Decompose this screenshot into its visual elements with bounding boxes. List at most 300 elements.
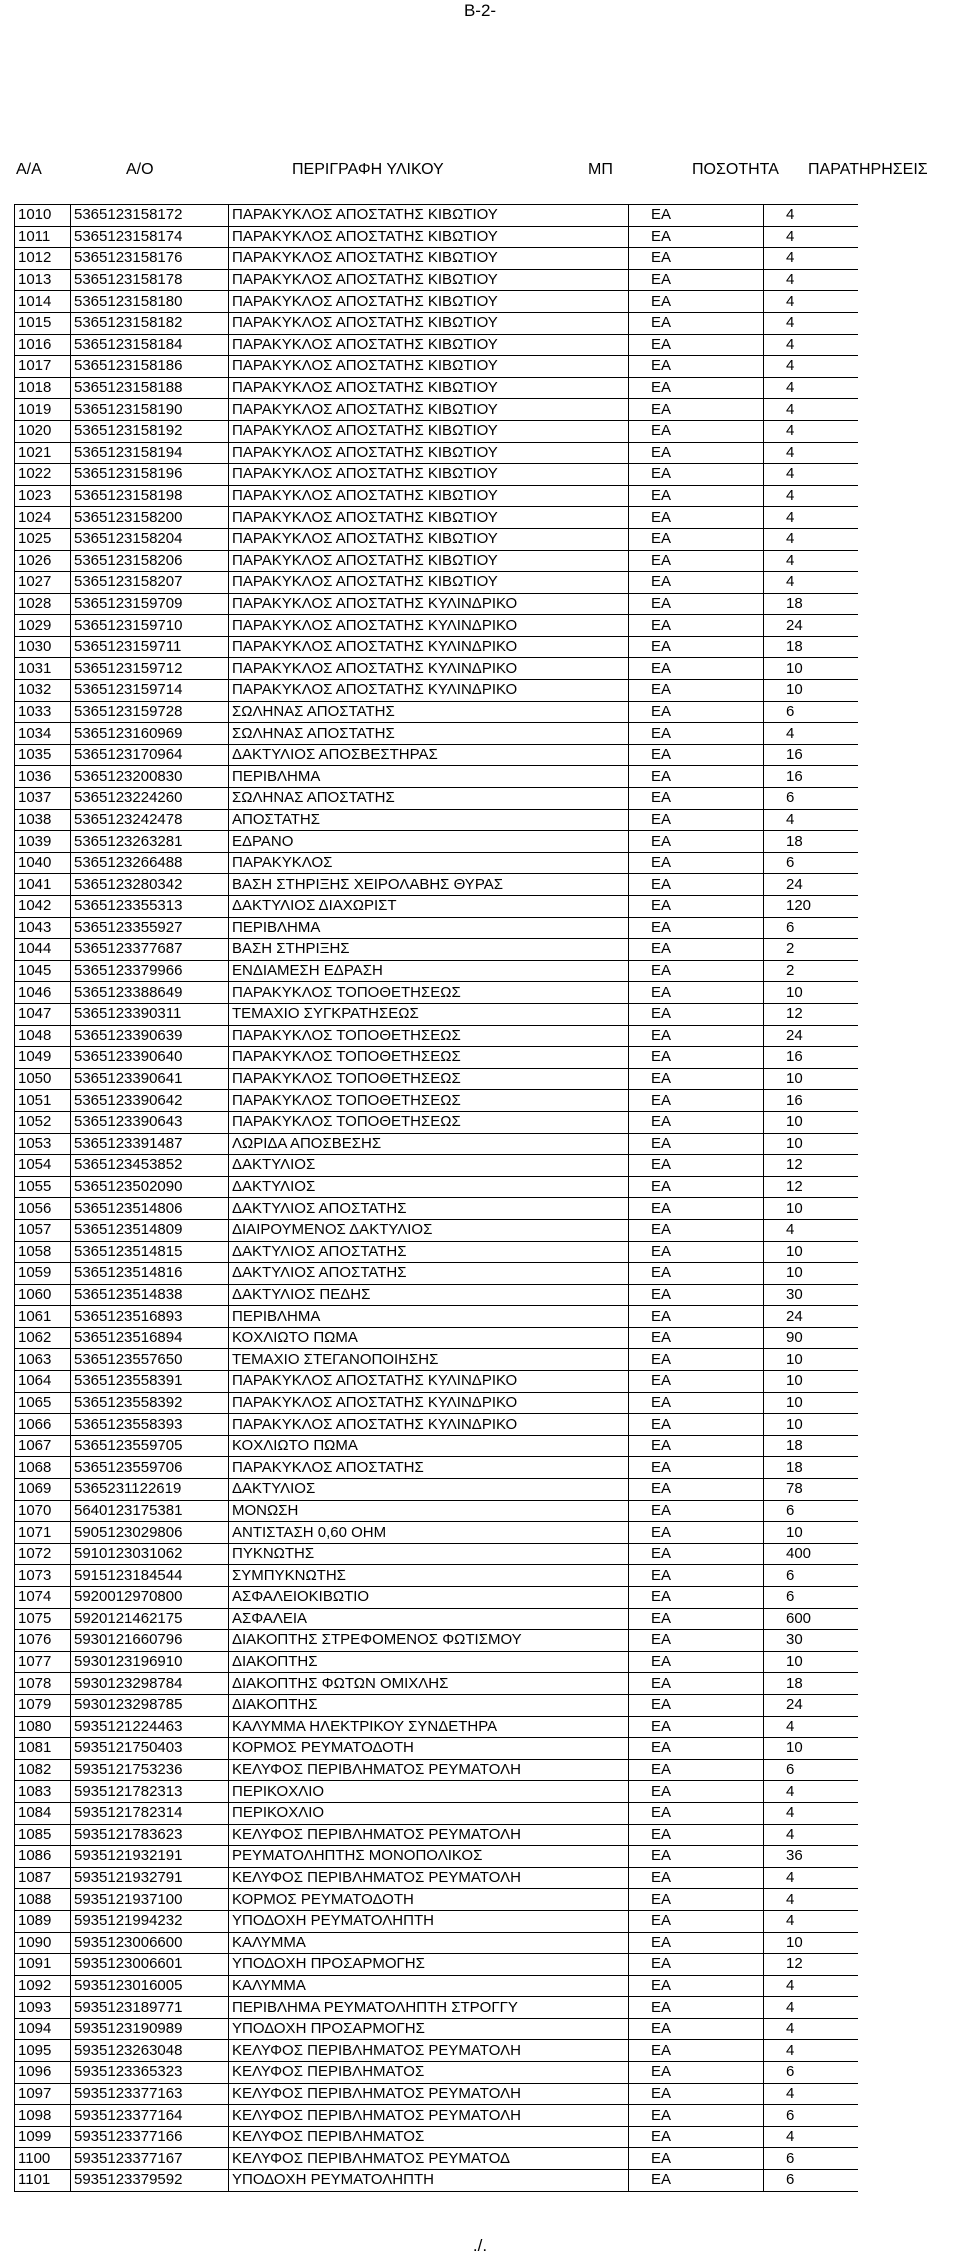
cell-quantity: 4	[764, 2126, 858, 2148]
cell-description: ΥΠΟΔΟΧΗ ΡΕΥΜΑΤΟΛΗΠΤΗ	[229, 2170, 629, 2192]
cell-quantity: 4	[764, 291, 858, 313]
header-mp: ΜΠ	[588, 161, 613, 178]
cell-quantity: 10	[764, 1651, 858, 1673]
cell-description: ΠΑΡΑΚΥΚΛΟΣ ΑΠΟΣΤΑΤΗΣ ΚΙΒΩΤΙΟΥ	[229, 291, 629, 313]
cell-mp: ΕΑ	[629, 1392, 764, 1414]
cell-quantity: 4	[764, 334, 858, 356]
table-row	[15, 1047, 858, 1069]
cell-ao: 5935121937100	[71, 1889, 229, 1911]
cell-quantity: 6	[764, 1759, 858, 1781]
cell-aa: 1097	[15, 2083, 71, 2105]
table-row	[15, 1759, 858, 1781]
cell-mp: ΕΑ	[629, 831, 764, 853]
cell-aa: 1018	[15, 377, 71, 399]
cell-aa: 1037	[15, 788, 71, 810]
cell-mp: ΕΑ	[629, 1435, 764, 1457]
cell-ao: 5935121750403	[71, 1738, 229, 1760]
cell-quantity: 16	[764, 744, 858, 766]
table-row	[15, 809, 858, 831]
cell-quantity: 4	[764, 1219, 858, 1241]
cell-ao: 5365123514806	[71, 1198, 229, 1220]
cell-description: ΚΕΛΥΦΟΣ ΠΕΡΙΒΛΗΜΑΤΟΣ ΡΕΥΜΑΤΟΛΗ	[229, 2083, 629, 2105]
cell-ao: 5365123558391	[71, 1371, 229, 1393]
cell-mp: ΕΑ	[629, 1651, 764, 1673]
table-row	[15, 1587, 858, 1609]
table-row	[15, 1651, 858, 1673]
cell-quantity: 18	[764, 1435, 858, 1457]
cell-description: ΠΑΡΑΚΥΚΛΟΣ ΑΠΟΣΤΑΤΗΣ ΚΙΒΩΤΙΟΥ	[229, 269, 629, 291]
cell-description: ΚΟΧΛΙΩΤΟ ΠΩΜΑ	[229, 1327, 629, 1349]
cell-aa: 1058	[15, 1241, 71, 1263]
cell-ao: 5935121783623	[71, 1824, 229, 1846]
cell-aa: 1060	[15, 1284, 71, 1306]
cell-ao: 5365123390311	[71, 1003, 229, 1025]
cell-ao: 5365123159712	[71, 658, 229, 680]
cell-quantity: 24	[764, 874, 858, 896]
table-row	[15, 1414, 858, 1436]
table-row	[15, 356, 858, 378]
cell-aa: 1013	[15, 269, 71, 291]
cell-aa: 1044	[15, 939, 71, 961]
cell-mp: ΕΑ	[629, 269, 764, 291]
cell-mp: ΕΑ	[629, 377, 764, 399]
cell-mp: ΕΑ	[629, 1954, 764, 1976]
cell-aa: 1041	[15, 874, 71, 896]
cell-aa: 1059	[15, 1263, 71, 1285]
cell-quantity: 4	[764, 2083, 858, 2105]
cell-quantity: 18	[764, 593, 858, 615]
cell-description: ΠΕΡΙΒΛΗΜΑ	[229, 917, 629, 939]
cell-ao: 5365123158192	[71, 420, 229, 442]
table-row	[15, 269, 858, 291]
cell-aa: 1029	[15, 615, 71, 637]
cell-aa: 1082	[15, 1759, 71, 1781]
cell-ao: 5365123159710	[71, 615, 229, 637]
cell-aa: 1069	[15, 1479, 71, 1501]
cell-ao: 5365123559706	[71, 1457, 229, 1479]
cell-mp: ΕΑ	[629, 334, 764, 356]
cell-aa: 1079	[15, 1694, 71, 1716]
cell-mp: ΕΑ	[629, 1781, 764, 1803]
table-row	[15, 334, 858, 356]
cell-aa: 1020	[15, 420, 71, 442]
table-row	[15, 593, 858, 615]
cell-mp: ΕΑ	[629, 788, 764, 810]
cell-quantity: 4	[764, 420, 858, 442]
cell-aa: 1049	[15, 1047, 71, 1069]
cell-quantity: 4	[764, 485, 858, 507]
cell-mp: ΕΑ	[629, 2148, 764, 2170]
cell-description: ΤΕΜΑΧΙΟ ΣΥΓΚΡΑΤΗΣΕΩΣ	[229, 1003, 629, 1025]
cell-description: ΤΕΜΑΧΙΟ ΣΤΕΓΑΝΟΠΟΙΗΣΗΣ	[229, 1349, 629, 1371]
cell-ao: 5365123158184	[71, 334, 229, 356]
cell-description: ΠΑΡΑΚΥΚΛΟΣ ΑΠΟΣΤΑΤΗΣ ΚΙΒΩΤΙΟΥ	[229, 399, 629, 421]
cell-description: ΚΕΛΥΦΟΣ ΠΕΡΙΒΛΗΜΑΤΟΣ ΡΕΥΜΑΤΟΛΗ	[229, 1759, 629, 1781]
table-row	[15, 528, 858, 550]
cell-description: ΔΑΚΤΥΛΙΟΣ ΑΠΟΣΤΑΤΗΣ	[229, 1241, 629, 1263]
cell-description: ΔΙΑΚΟΠΤΗΣ	[229, 1694, 629, 1716]
cell-quantity: 6	[764, 2148, 858, 2170]
cell-aa: 1053	[15, 1133, 71, 1155]
table-row	[15, 485, 858, 507]
cell-aa: 1076	[15, 1630, 71, 1652]
cell-aa: 1040	[15, 852, 71, 874]
cell-quantity: 6	[764, 1565, 858, 1587]
table-row	[15, 1435, 858, 1457]
table-row	[15, 1630, 858, 1652]
cell-ao: 5365123170964	[71, 744, 229, 766]
cell-aa: 1075	[15, 1608, 71, 1630]
cell-aa: 1010	[15, 205, 71, 227]
cell-aa: 1098	[15, 2105, 71, 2127]
cell-description: ΜΟΝΩΣΗ	[229, 1500, 629, 1522]
cell-aa: 1012	[15, 248, 71, 270]
cell-aa: 1095	[15, 2040, 71, 2062]
table-row	[15, 312, 858, 334]
cell-mp: ΕΑ	[629, 701, 764, 723]
cell-quantity: 6	[764, 2170, 858, 2192]
cell-aa: 1016	[15, 334, 71, 356]
table-row	[15, 1003, 858, 1025]
cell-description: ΣΥΜΠΥΚΝΩΤΗΣ	[229, 1565, 629, 1587]
cell-description: ΠΑΡΑΚΥΚΛΟΣ ΑΠΟΣΤΑΤΗΣ ΚΙΒΩΤΙΟΥ	[229, 464, 629, 486]
cell-quantity: 10	[764, 1349, 858, 1371]
cell-description: ΚΕΛΥΦΟΣ ΠΕΡΙΒΛΗΜΑΤΟΣ ΡΕΥΜΑΤΟΛΗ	[229, 1824, 629, 1846]
cell-mp: ΕΑ	[629, 1802, 764, 1824]
cell-description: ΠΑΡΑΚΥΚΛΟΣ ΤΟΠΟΘΕΤΗΣΕΩΣ	[229, 982, 629, 1004]
table-row	[15, 680, 858, 702]
table-row	[15, 896, 858, 918]
table-row	[15, 1327, 858, 1349]
cell-quantity: 4	[764, 226, 858, 248]
cell-ao: 5365123159728	[71, 701, 229, 723]
cell-description: ΠΑΡΑΚΥΚΛΟΣ ΤΟΠΟΘΕΤΗΣΕΩΣ	[229, 1068, 629, 1090]
cell-mp: ΕΑ	[629, 1522, 764, 1544]
table-row	[15, 1219, 858, 1241]
cell-ao: 5935123379592	[71, 2170, 229, 2192]
cell-description: ΠΑΡΑΚΥΚΛΟΣ ΑΠΟΣΤΑΤΗΣ ΚΥΛΙΝΔΡΙΚΟ	[229, 615, 629, 637]
cell-mp: ΕΑ	[629, 593, 764, 615]
cell-ao: 5920121462175	[71, 1608, 229, 1630]
cell-quantity: 12	[764, 1155, 858, 1177]
cell-ao: 5920012970800	[71, 1587, 229, 1609]
cell-ao: 5935121932791	[71, 1867, 229, 1889]
cell-mp: ΕΑ	[629, 1759, 764, 1781]
cell-description: ΠΕΡΙΚΟΧΛΙΟ	[229, 1802, 629, 1824]
table-row	[15, 2062, 858, 2084]
cell-mp: ΕΑ	[629, 205, 764, 227]
cell-ao: 5935123006600	[71, 1932, 229, 1954]
cell-description: ΠΑΡΑΚΥΚΛΟΣ ΤΟΠΟΘΕΤΗΣΕΩΣ	[229, 1111, 629, 1133]
cell-quantity: 4	[764, 1716, 858, 1738]
cell-ao: 5365123159714	[71, 680, 229, 702]
cell-quantity: 6	[764, 2062, 858, 2084]
cell-ao: 5365123390639	[71, 1025, 229, 1047]
cell-ao: 5365123559705	[71, 1435, 229, 1457]
cell-quantity: 6	[764, 852, 858, 874]
cell-mp: ΕΑ	[629, 356, 764, 378]
cell-mp: ΕΑ	[629, 1133, 764, 1155]
cell-quantity: 18	[764, 831, 858, 853]
cell-aa: 1070	[15, 1500, 71, 1522]
cell-ao: 5365123158196	[71, 464, 229, 486]
cell-mp: ΕΑ	[629, 485, 764, 507]
table-row	[15, 1176, 858, 1198]
cell-quantity: 4	[764, 248, 858, 270]
cell-aa: 1022	[15, 464, 71, 486]
cell-aa: 1050	[15, 1068, 71, 1090]
cell-ao: 5935121224463	[71, 1716, 229, 1738]
cell-quantity: 4	[764, 1889, 858, 1911]
cell-aa: 1088	[15, 1889, 71, 1911]
cell-mp: ΕΑ	[629, 1219, 764, 1241]
table-row	[15, 550, 858, 572]
cell-description: ΠΑΡΑΚΥΚΛΟΣ ΑΠΟΣΤΑΤΗΣ ΚΥΛΙΝΔΡΙΚΟ	[229, 636, 629, 658]
cell-description: ΠΑΡΑΚΥΚΛΟΣ ΑΠΟΣΤΑΤΗΣ ΚΙΒΩΤΙΟΥ	[229, 334, 629, 356]
cell-mp: ΕΑ	[629, 2126, 764, 2148]
cell-mp: ΕΑ	[629, 1910, 764, 1932]
table-row	[15, 572, 858, 594]
cell-description: ΠΑΡΑΚΥΚΛΟΣ ΑΠΟΣΤΑΤΗΣ ΚΥΛΙΝΔΡΙΚΟ	[229, 593, 629, 615]
cell-description: ΑΣΦΑΛΕΙΟΚΙΒΩΤΙΟ	[229, 1587, 629, 1609]
cell-description: ΥΠΟΔΟΧΗ ΠΡΟΣΑΡΜΟΓΗΣ	[229, 2018, 629, 2040]
table-row	[15, 744, 858, 766]
cell-aa: 1101	[15, 2170, 71, 2192]
cell-ao: 5365123355927	[71, 917, 229, 939]
cell-mp: ΕΑ	[629, 1068, 764, 1090]
cell-mp: ΕΑ	[629, 766, 764, 788]
cell-mp: ΕΑ	[629, 1824, 764, 1846]
cell-mp: ΕΑ	[629, 960, 764, 982]
cell-quantity: 6	[764, 788, 858, 810]
cell-quantity: 4	[764, 2018, 858, 2040]
cell-mp: ΕΑ	[629, 1846, 764, 1868]
cell-aa: 1092	[15, 1975, 71, 1997]
cell-mp: ΕΑ	[629, 572, 764, 594]
cell-aa: 1057	[15, 1219, 71, 1241]
cell-ao: 5935123377167	[71, 2148, 229, 2170]
cell-description: ΡΕΥΜΑΤΟΛΗΠΤΗΣ ΜΟΝΟΠΟΛΙΚΟΣ	[229, 1846, 629, 1868]
cell-quantity: 6	[764, 1587, 858, 1609]
cell-description: ΔΙΑΚΟΠΤΗΣ	[229, 1651, 629, 1673]
cell-ao: 5935123190989	[71, 2018, 229, 2040]
table-row	[15, 1738, 858, 1760]
cell-quantity: 4	[764, 1910, 858, 1932]
table-row	[15, 723, 858, 745]
cell-ao: 5935121782314	[71, 1802, 229, 1824]
cell-ao: 5365123516893	[71, 1306, 229, 1328]
cell-ao: 5365123388649	[71, 982, 229, 1004]
cell-description: ΔΑΚΤΥΛΙΟΣ ΑΠΟΣΤΑΤΗΣ	[229, 1263, 629, 1285]
cell-description: ΔΑΚΤΥΛΙΟΣ ΑΠΟΣΤΑΤΗΣ	[229, 1198, 629, 1220]
cell-ao: 5365123224260	[71, 788, 229, 810]
cell-description: ΠΕΡΙΒΛΗΜΑ ΡΕΥΜΑΤΟΛΗΠΤΗ ΣΤΡΟΓΓΥ	[229, 1997, 629, 2019]
cell-description: ΣΩΛΗΝΑΣ ΑΠΟΣΤΑΤΗΣ	[229, 788, 629, 810]
cell-mp: ΕΑ	[629, 291, 764, 313]
table-row	[15, 1867, 858, 1889]
cell-aa: 1034	[15, 723, 71, 745]
cell-description: ΚΕΛΥΦΟΣ ΠΕΡΙΒΛΗΜΑΤΟΣ	[229, 2062, 629, 2084]
cell-aa: 1072	[15, 1543, 71, 1565]
cell-description: ΑΝΤΙΣΤΑΣΗ 0,60 OHM	[229, 1522, 629, 1544]
cell-mp: ΕΑ	[629, 1587, 764, 1609]
cell-quantity: 4	[764, 205, 858, 227]
table-row	[15, 1241, 858, 1263]
table-row	[15, 982, 858, 1004]
cell-mp: ΕΑ	[629, 1263, 764, 1285]
table-row	[15, 399, 858, 421]
table-row	[15, 1565, 858, 1587]
table-row	[15, 1522, 858, 1544]
cell-aa: 1023	[15, 485, 71, 507]
cell-aa: 1017	[15, 356, 71, 378]
cell-quantity: 12	[764, 1954, 858, 1976]
cell-quantity: 4	[764, 572, 858, 594]
cell-quantity: 4	[764, 723, 858, 745]
table-row	[15, 2105, 858, 2127]
cell-quantity: 90	[764, 1327, 858, 1349]
table-row	[15, 1543, 858, 1565]
cell-aa: 1089	[15, 1910, 71, 1932]
cell-mp: ΕΑ	[629, 658, 764, 680]
cell-aa: 1067	[15, 1435, 71, 1457]
cell-description: ΠΕΡΙΒΛΗΜΑ	[229, 766, 629, 788]
cell-aa: 1048	[15, 1025, 71, 1047]
cell-ao: 5365123502090	[71, 1176, 229, 1198]
cell-quantity: 30	[764, 1630, 858, 1652]
cell-quantity: 10	[764, 1392, 858, 1414]
cell-aa: 1099	[15, 2126, 71, 2148]
cell-aa: 1021	[15, 442, 71, 464]
cell-aa: 1054	[15, 1155, 71, 1177]
cell-mp: ΕΑ	[629, 1111, 764, 1133]
cell-mp: ΕΑ	[629, 1867, 764, 1889]
cell-ao: 5365123158186	[71, 356, 229, 378]
cell-description: ΔΑΚΤΥΛΙΟΣ ΠΕΔΗΣ	[229, 1284, 629, 1306]
cell-ao: 5935121932191	[71, 1846, 229, 1868]
cell-quantity: 4	[764, 2040, 858, 2062]
table-row	[15, 420, 858, 442]
cell-mp: ΕΑ	[629, 1630, 764, 1652]
cell-quantity: 10	[764, 1111, 858, 1133]
cell-mp: ΕΑ	[629, 420, 764, 442]
cell-ao: 5365123158174	[71, 226, 229, 248]
cell-description: ΔΑΚΤΥΛΙΟΣ ΔΙΑΧΩΡΙΣΤ	[229, 896, 629, 918]
cell-quantity: 400	[764, 1543, 858, 1565]
table-row	[15, 788, 858, 810]
table-row	[15, 1781, 858, 1803]
table-row	[15, 442, 858, 464]
cell-description: ΠΑΡΑΚΥΚΛΟΣ ΑΠΟΣΤΑΤΗΣ	[229, 1457, 629, 1479]
cell-mp: ΕΑ	[629, 723, 764, 745]
cell-mp: ΕΑ	[629, 1090, 764, 1112]
cell-ao: 5935121782313	[71, 1781, 229, 1803]
cell-ao: 5365123158200	[71, 507, 229, 529]
cell-aa: 1086	[15, 1846, 71, 1868]
table-row	[15, 2040, 858, 2062]
cell-ao: 5365123514809	[71, 1219, 229, 1241]
cell-mp: ΕΑ	[629, 2083, 764, 2105]
cell-ao: 5365123158206	[71, 550, 229, 572]
cell-mp: ΕΑ	[629, 2062, 764, 2084]
cell-aa: 1087	[15, 1867, 71, 1889]
cell-mp: ΕΑ	[629, 1003, 764, 1025]
cell-description: ΠΑΡΑΚΥΚΛΟΣ ΑΠΟΣΤΑΤΗΣ ΚΙΒΩΤΙΟΥ	[229, 312, 629, 334]
cell-description: ΚΑΛΥΜΜΑ	[229, 1932, 629, 1954]
cell-aa: 1030	[15, 636, 71, 658]
cell-quantity: 10	[764, 1932, 858, 1954]
cell-aa: 1019	[15, 399, 71, 421]
cell-ao: 5365123158198	[71, 485, 229, 507]
cell-ao: 5930123196910	[71, 1651, 229, 1673]
cell-quantity: 4	[764, 1997, 858, 2019]
cell-mp: ΕΑ	[629, 874, 764, 896]
cell-description: ΔΑΚΤΥΛΙΟΣ	[229, 1155, 629, 1177]
cell-quantity: 4	[764, 356, 858, 378]
cell-description: ΠΑΡΑΚΥΚΛΟΣ ΑΠΟΣΤΑΤΗΣ ΚΙΒΩΤΙΟΥ	[229, 356, 629, 378]
cell-mp: ΕΑ	[629, 399, 764, 421]
cell-aa: 1011	[15, 226, 71, 248]
cell-description: ΚΟΡΜΟΣ ΡΕΥΜΑΤΟΔΟΤΗ	[229, 1889, 629, 1911]
cell-aa: 1068	[15, 1457, 71, 1479]
table-row	[15, 291, 858, 313]
cell-mp: ΕΑ	[629, 2018, 764, 2040]
cell-description: ΚΕΛΥΦΟΣ ΠΕΡΙΒΛΗΜΑΤΟΣ ΡΕΥΜΑΤΟΛΗ	[229, 1867, 629, 1889]
cell-aa: 1025	[15, 528, 71, 550]
cell-ao: 5935121753236	[71, 1759, 229, 1781]
table-row	[15, 1954, 858, 1976]
cell-mp: ΕΑ	[629, 1241, 764, 1263]
cell-ao: 5365123558393	[71, 1414, 229, 1436]
cell-ao: 5365123558392	[71, 1392, 229, 1414]
header-remarks: ΠΑΡΑΤΗΡΗΣΕΙΣ	[808, 161, 928, 178]
cell-aa: 1062	[15, 1327, 71, 1349]
cell-mp: ΕΑ	[629, 1284, 764, 1306]
table-row	[15, 2083, 858, 2105]
cell-description: ΕΔΡΑΝΟ	[229, 831, 629, 853]
cell-aa: 1071	[15, 1522, 71, 1544]
table-row	[15, 917, 858, 939]
cell-ao: 5365123158176	[71, 248, 229, 270]
cell-quantity: 4	[764, 528, 858, 550]
table-row	[15, 1802, 858, 1824]
cell-description: ΣΩΛΗΝΑΣ ΑΠΟΣΤΑΤΗΣ	[229, 701, 629, 723]
table-row	[15, 1349, 858, 1371]
cell-description: ΚΟΡΜΟΣ ΡΕΥΜΑΤΟΔΟΤΗ	[229, 1738, 629, 1760]
cell-quantity: 10	[764, 1371, 858, 1393]
cell-aa: 1047	[15, 1003, 71, 1025]
cell-quantity: 16	[764, 1090, 858, 1112]
cell-mp: ΕΑ	[629, 1543, 764, 1565]
cell-quantity: 6	[764, 1500, 858, 1522]
cell-aa: 1100	[15, 2148, 71, 2170]
cell-mp: ΕΑ	[629, 1975, 764, 1997]
cell-ao: 5365123379966	[71, 960, 229, 982]
cell-mp: ΕΑ	[629, 809, 764, 831]
cell-quantity: 10	[764, 982, 858, 1004]
cell-quantity: 24	[764, 1306, 858, 1328]
table-row	[15, 1608, 858, 1630]
cell-description: ΔΑΚΤΥΛΙΟΣ	[229, 1176, 629, 1198]
cell-mp: ΕΑ	[629, 1198, 764, 1220]
cell-aa: 1039	[15, 831, 71, 853]
table-row	[15, 1198, 858, 1220]
cell-quantity: 4	[764, 269, 858, 291]
cell-description: ΔΙΑΚΟΠΤΗΣ ΣΤΡΕΦΟΜΕΝΟΣ ΦΩΤΙΣΜΟΥ	[229, 1630, 629, 1652]
table-row	[15, 766, 858, 788]
cell-description: ΠΑΡΑΚΥΚΛΟΣ	[229, 852, 629, 874]
cell-description: ΠΑΡΑΚΥΚΛΟΣ ΑΠΟΣΤΑΤΗΣ ΚΥΛΙΝΔΡΙΚΟ	[229, 1371, 629, 1393]
